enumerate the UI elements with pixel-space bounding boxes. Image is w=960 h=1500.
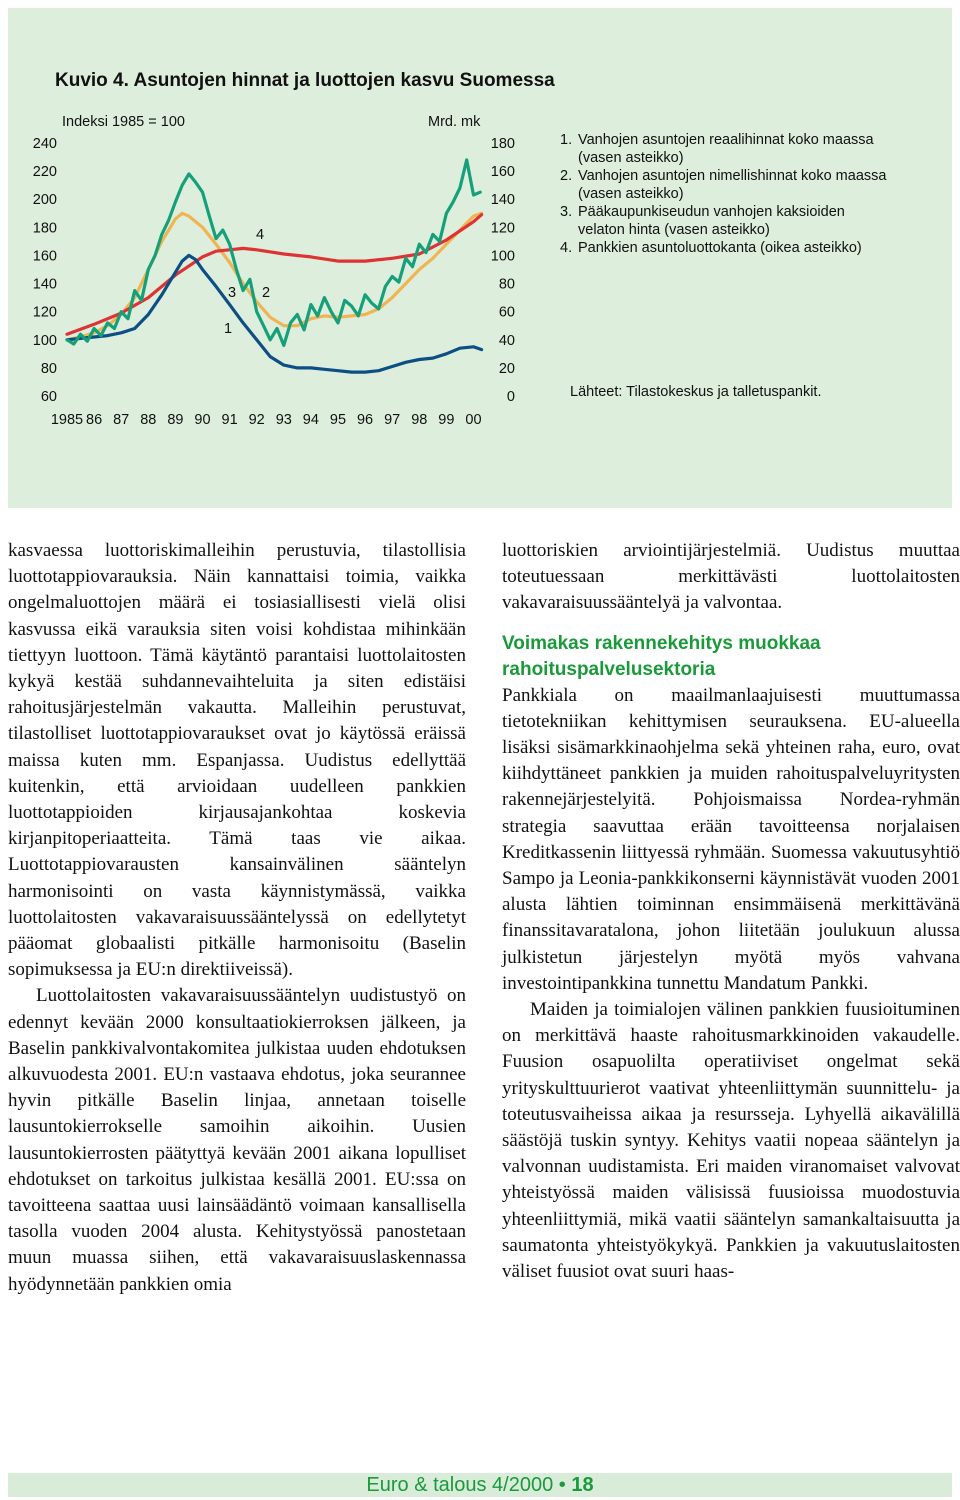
- series-annotation-2: 2: [262, 285, 271, 301]
- left-tick-label: 60: [40, 389, 57, 405]
- x-tick-label: 96: [356, 412, 374, 428]
- figure-title: Kuvio 4. Asuntojen hinnat ja luottojen kasvu Suomessa: [55, 70, 555, 91]
- left-tick-label: 80: [40, 360, 57, 377]
- left-tick-label: 180: [32, 220, 57, 237]
- legend-item-3: 3. Pääkaupunkiseudun vanhojen kaksioiden velaton hinta (vasen asteikko): [560, 204, 845, 238]
- x-tick-label: 90: [194, 412, 211, 428]
- x-tick-label: 91: [221, 412, 238, 428]
- x-tick-label: 87: [113, 412, 130, 428]
- right-tick-label: 160: [490, 164, 515, 181]
- x-tick-label: 88: [140, 412, 157, 428]
- left-paragraph-1: kasvaessa luottoriskimalleihin perustuvia, tilastollisia luottotappiovarauksia. Näin kannattaisi toimia, vaikka ongelmaluottojen määrä ei tosiasiallisesti vielä olisi kasvussa eikä varauksia siten voisi kohdistaa mihinkään tiettyyn luottoon. Tämä käytäntö parantaisi luottolaitosten kykyä kestää suhdannevaihteluita ja siten edistäisi rahoitusjärjestelmän vakautta. Malleihin perustuvat, tilastolliset luottotappiovaraukset ovat jo käytössä eräissä maissa kuten mm. Espanjassa. Uudistus edellyttää kuitenkin, että arvioidaan uudelleen pankkien luottotappioiden kirjausajankohtaa koskevia kirjanpitoperiaatteita. Tämä taas vie aikaa. Luottotappiovarausten kansainvälinen sääntelyn harmonisointi on vasta käynnistymässä, vaikka luottolaitosten vakavaraisuussääntelyssä on edellytetyt pääomat globaalisti pitkälle harmonisoitu (Baselin sopimuksessa ja EU:n direktiiveissä).: [8, 540, 466, 981]
- series-annotation-1: 1: [224, 321, 233, 337]
- right-tick-label: 40: [498, 332, 515, 349]
- right-column: [502, 538, 960, 1285]
- left-tick-label: 120: [32, 304, 57, 321]
- right-paragraph-1: luottoriskien arviointijärjestelmiä. Uudistus muuttaa toteutuessaan merkittävästi luottolaitosten vakavaraisuussääntelyä ja valvontaa.: [502, 540, 960, 614]
- series-2-line: [67, 213, 482, 339]
- x-tick-label: 1985: [50, 412, 84, 428]
- left-column: [8, 538, 466, 1298]
- left-tick-label: 160: [32, 248, 57, 265]
- right-axis-label: Mrd. mk: [428, 114, 481, 130]
- right-tick-label: 20: [498, 360, 515, 377]
- x-tick-label: 97: [384, 412, 401, 428]
- right-tick-label: 180: [490, 136, 515, 152]
- series-annotation-3: 3: [228, 285, 237, 301]
- legend-item-4: 4. Pankkien asuntoluottokanta (oikea asteikko): [560, 240, 862, 256]
- left-tick-label: 220: [32, 164, 57, 181]
- x-tick-label: 98: [411, 412, 428, 428]
- right-tick-label: 100: [490, 248, 515, 265]
- x-tick-label: 86: [86, 412, 103, 428]
- left-tick-label: 140: [32, 276, 57, 293]
- legend-item-1: 1. Vanhojen asuntojen reaalihinnat koko maassa (vasen asteikko): [560, 132, 874, 166]
- figure-source: Lähteet: Tilastokeskus ja talletuspankit.: [570, 384, 822, 400]
- right-tick-label: 140: [490, 192, 515, 209]
- section-heading: Voimakas rakennekehitys muokkaa rahoituspalvelusektoria: [502, 632, 821, 680]
- left-tick-label: 240: [32, 136, 57, 152]
- x-tick-label: 89: [167, 412, 184, 428]
- publication-name: Euro & talous 4/2000: [366, 1474, 554, 1496]
- x-tick-label: 94: [302, 412, 319, 428]
- right-paragraph-3: Maiden ja toimialojen välinen pankkien fuusioituminen on merkittävä haaste rahoitusmarkkinoiden vakaudelle. Fuusion osapuolilta operatiiviset ongelmat sekä yrityskulttuurierot vaativat yhteenliittymän suunnittelu- ja toteutusvaiheissa aikaa ja resursseja. Lyhyellä aikavälillä säästöjä tuskin syntyy. Kehitys vaatii nopeaa sääntelyn ja valvonnan uudistamista. Eri maiden viranomaiset valvovat yhteistyössä maiden välisissä fuusioissa muodostuvia yhteenliittymiä, mikä vaatii sääntelyn samankaltaisuutta ja saumatonta yhteistyökykyä. Pankkien ja vakuutuslaitosten väliset fuusiot ovat suuri haas-: [502, 999, 960, 1283]
- right-tick-label: 60: [498, 304, 515, 321]
- x-tick-label: 99: [438, 412, 455, 428]
- x-tick-label: 93: [275, 412, 292, 428]
- page-footer: [0, 1474, 960, 1497]
- left-tick-label: 200: [32, 192, 57, 209]
- chart-legend: [560, 131, 940, 257]
- right-paragraph-2: Pankkiala on maailmanlaajuisesti muuttumassa tietotekniikan kehittymisen seurauksena. EU-alueella lisäksi sisämarkkinaohjelma sekä yhteinen raha, euro, ovat kiihdyttäneet pankkien ja muiden rahoituspalveluyritysten rakennejärjestelyitä. Pohjoismaissa Nordea-ryhmän strategia saavuttaa erään tavoitteensa norjalaisen Kreditkassenin liittyessä ryhmään. Suomessa vakuutusyhtiö Sampo ja Leonia-pankkikonserni käynnistävät vuoden 2001 alusta lähtien toiminnan ensimmäisenä merkittävänä finanssitavaratalona, johon liitetään joulukuun alussa julkistetun järjestelyn myötä myös vahvana investointipankkina tunnettu Mandatum Pankki.: [502, 684, 960, 994]
- left-axis-label: Indeksi 1985 = 100: [62, 114, 185, 130]
- right-tick-label: 120: [490, 220, 515, 237]
- x-tick-label: 00: [465, 412, 482, 428]
- footer-separator: •: [558, 1474, 566, 1496]
- left-paragraph-2: Luottolaitosten vakavaraisuussääntelyn uudistustyö on edennyt kevään 2000 konsultaatiokierroksen jälkeen, ja Baselin pankkivalvontakomitea julkistaa uuden ehdotuksen alkuvuodesta 2001. EU:n vastaava ehdotus, joka seurannee hyvin pitkälle Baselin linjaa, annetaan toiselle lausuntokierrokselle samoihin aikoihin. Uusien lausuntokierrosten päätyttyä kevään 2001 aikana lopulliset ehdotukset on tarkoitus julkistaa kesällä 2001. EU:ssa on tavoitteena saattaa uusi lainsäädäntö voimaan kansallisella tasolla vuoden 2004 alusta. Kehitystyössä panostetaan muun muassa siihen, että vakavaraisuuslaskennassa hyödynnetään pankkien omia: [8, 985, 466, 1295]
- legend-item-2: 2. Vanhojen asuntojen nimellishinnat koko maassa (vasen asteikko): [560, 168, 887, 202]
- x-tick-label: 95: [329, 412, 347, 428]
- series-annotation-4: 4: [256, 227, 265, 243]
- page-number: 18: [571, 1474, 594, 1496]
- left-tick-label: 100: [32, 332, 57, 349]
- right-tick-label: 80: [498, 276, 515, 293]
- right-tick-label: 0: [506, 389, 515, 405]
- x-tick-label: 92: [248, 412, 265, 428]
